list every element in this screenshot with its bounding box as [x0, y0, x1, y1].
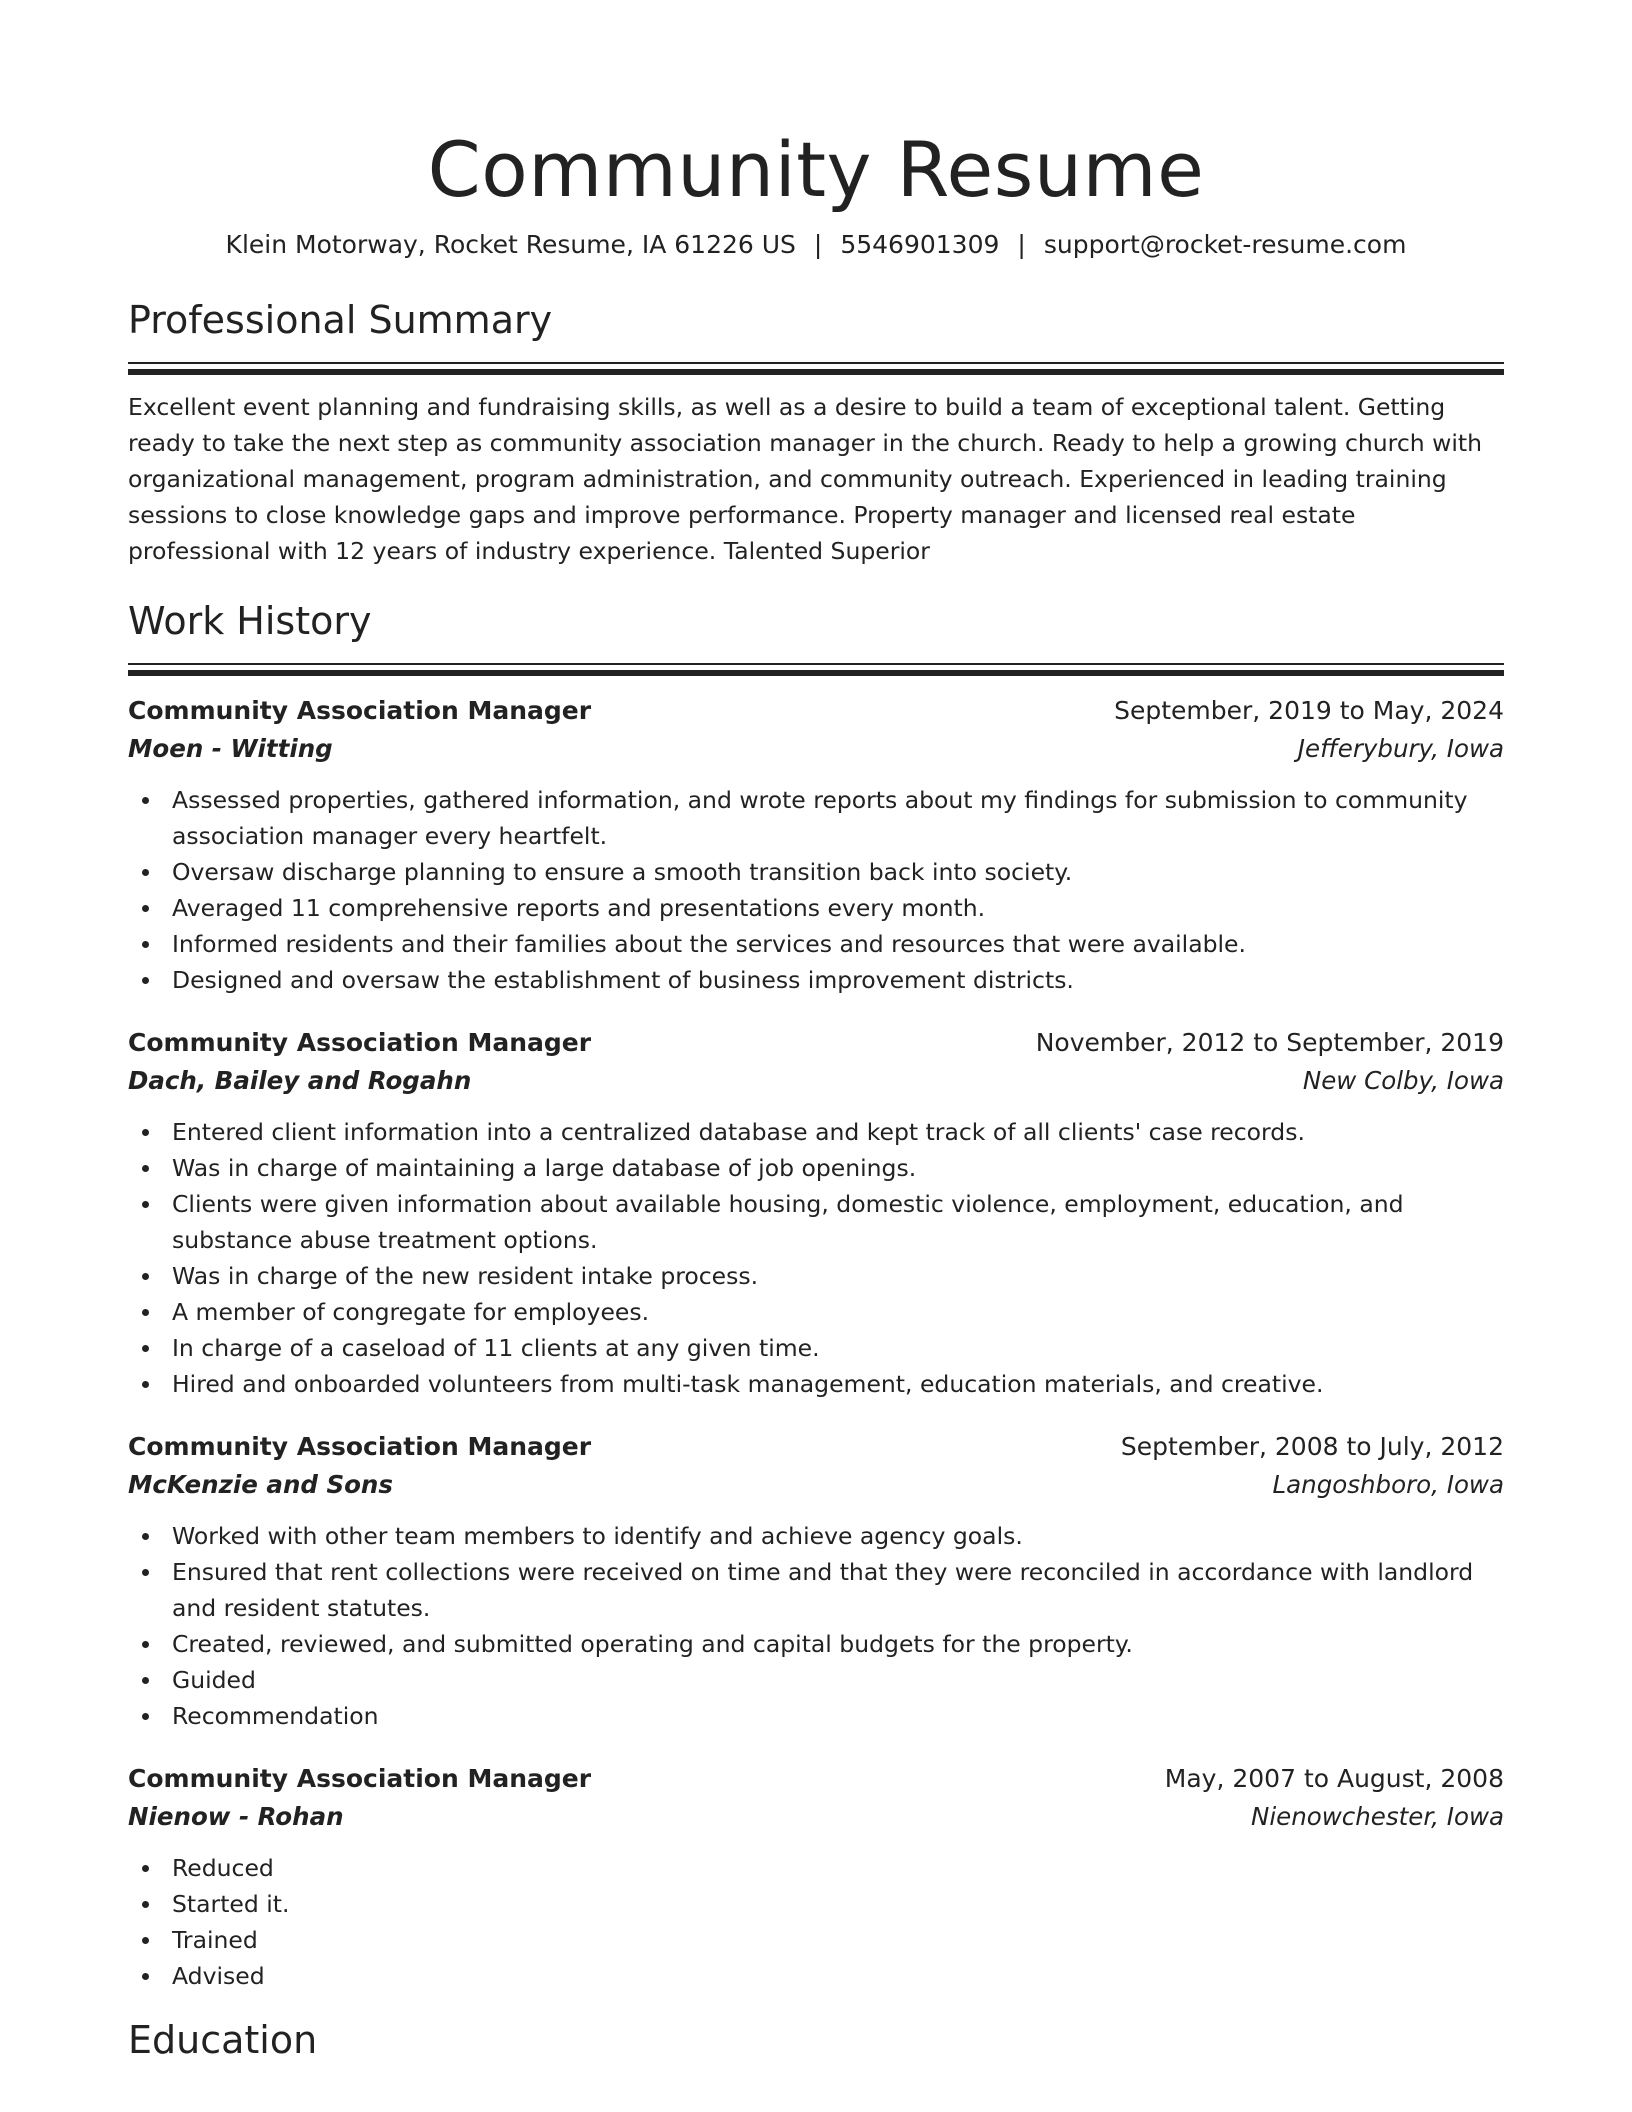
bullet-dot — [142, 1865, 149, 1872]
bullet-dot — [142, 977, 149, 984]
contact-separator: | — [1017, 230, 1026, 259]
work-history-section — [128, 597, 1504, 1994]
job-header-row — [128, 1760, 1504, 1798]
bullet-text: Trained — [172, 1926, 258, 1954]
job-title: Community Association Manager — [128, 696, 592, 725]
bullet-dot — [142, 1381, 149, 1388]
bullet-text: Informed residents and their families about the services and resources that were available. — [172, 930, 1246, 958]
job-header-row — [128, 692, 1504, 730]
bullet-text: Averaged 11 comprehensive reports and presentations every month. — [172, 894, 986, 922]
bullet-text: Started it. — [172, 1890, 290, 1918]
bullet-dot — [142, 1569, 149, 1576]
summary-text: Excellent event planning and fundraising skills, as well as a desire to build a team of exceptional talent. Getting ready to take the next step as community association manager in the church. Ready to help a growing church with organizational management, program administration, and community outreach. Experienced in leading training sessions to close knowledge gaps and improve performance. Property manager and licensed real estate professional with 12 years of industry experience. Talented Superior — [128, 393, 1482, 565]
bullet-dot — [142, 1201, 149, 1208]
job-title: Community Association Manager — [128, 1764, 592, 1793]
job-location: Nienowchester, Iowa — [1251, 1802, 1504, 1831]
bullet-text: Advised — [172, 1962, 265, 1990]
bullet-text: Hired and onboarded volunteers from multi-task management, education materials, and creative. — [172, 1370, 1324, 1398]
job-bullets — [128, 1850, 1504, 1994]
bullet-text: Reduced — [172, 1854, 274, 1882]
bullet-dot — [142, 1533, 149, 1540]
bullet-dot — [142, 1713, 149, 1720]
bullet-item — [128, 1150, 1504, 1186]
education-section — [128, 2016, 1504, 2064]
bullet-item — [128, 1330, 1504, 1366]
job-entry — [128, 1428, 1504, 1734]
resume-page — [128, 0, 1504, 2064]
bullet-dot — [142, 1677, 149, 1684]
bullet-item — [128, 1850, 1504, 1886]
bullet-dot — [142, 1937, 149, 1944]
bullet-item — [128, 962, 1504, 998]
job-entry — [128, 692, 1504, 998]
bullet-text: Worked with other team members to identify and achieve agency goals. — [172, 1522, 1023, 1550]
job-bullets — [128, 782, 1504, 998]
bullet-text: Assessed properties, gathered information, and wrote reports about my findings for submission to community association manager every heartfelt. — [172, 786, 1468, 850]
job-entry — [128, 1024, 1504, 1402]
bullet-item — [128, 1698, 1504, 1734]
bullet-text: In charge of a caseload of 11 clients at any given time. — [172, 1334, 820, 1362]
job-location: New Colby, Iowa — [1302, 1066, 1504, 1095]
job-entry — [128, 1760, 1504, 1994]
contact-address: Klein Motorway, Rocket Resume, IA 61226 US — [225, 230, 796, 259]
summary-heading: Professional Summary — [128, 298, 553, 342]
bullet-text: Oversaw discharge planning to ensure a smooth transition back into society. — [172, 858, 1073, 886]
bullet-text: Recommendation — [172, 1702, 379, 1730]
bullet-text: Was in charge of maintaining a large database of job openings. — [172, 1154, 917, 1182]
bullet-item — [128, 1258, 1504, 1294]
job-dates: September, 2008 to July, 2012 — [1120, 1432, 1504, 1461]
bullet-text: Ensured that rent collections were received on time and that they were reconciled in accordance with landlord and resident statutes. — [172, 1558, 1474, 1622]
bullet-item — [128, 1554, 1504, 1626]
resume-name: Community Resume — [427, 125, 1205, 214]
bullet-dot — [142, 1973, 149, 1980]
bullet-text: Designed and oversaw the establishment of business improvement districts. — [172, 966, 1074, 994]
job-location: Langoshboro, Iowa — [1272, 1470, 1504, 1499]
contact-phone: 5546901309 — [840, 230, 1000, 259]
bullet-text: Clients were given information about available housing, domestic violence, employment, education, and substance abuse treatment options. — [172, 1190, 1404, 1254]
bullet-dot — [142, 941, 149, 948]
bullet-text: Entered client information into a centralized database and kept track of all clients' case records. — [172, 1118, 1305, 1146]
education-heading: Education — [128, 2018, 318, 2062]
job-title: Community Association Manager — [128, 1432, 592, 1461]
bullet-item — [128, 1294, 1504, 1330]
bullet-dot — [142, 1273, 149, 1280]
bullet-dot — [142, 1129, 149, 1136]
bullet-item — [128, 854, 1504, 890]
job-dates: September, 2019 to May, 2024 — [1114, 696, 1504, 725]
job-dates: November, 2012 to September, 2019 — [1035, 1028, 1504, 1057]
bullet-dot — [142, 905, 149, 912]
bullet-item — [128, 1922, 1504, 1958]
job-company: Nienow - Rohan — [128, 1802, 344, 1831]
bullet-dot — [142, 1165, 149, 1172]
bullet-item — [128, 782, 1504, 854]
bullet-item — [128, 1366, 1504, 1402]
bullet-item — [128, 1886, 1504, 1922]
job-header-row — [128, 1428, 1504, 1466]
contact-separator: | — [813, 230, 823, 259]
bullet-item — [128, 1518, 1504, 1554]
bullet-text: Guided — [172, 1666, 256, 1694]
bullet-item — [128, 890, 1504, 926]
job-company: Moen - Witting — [128, 734, 333, 763]
bullet-item — [128, 926, 1504, 962]
bullet-dot — [142, 1309, 149, 1316]
job-company-row — [128, 1062, 1504, 1100]
job-bullets — [128, 1114, 1504, 1402]
job-company: Dach, Bailey and Rogahn — [128, 1066, 472, 1095]
bullet-dot — [142, 1345, 149, 1352]
bullet-dot — [142, 869, 149, 876]
job-title: Community Association Manager — [128, 1028, 592, 1057]
contact-email: support@rocket-resume.com — [1043, 230, 1407, 259]
bullet-text: A member of congregate for employees. — [172, 1298, 650, 1326]
bullet-item — [128, 1186, 1504, 1258]
job-bullets — [128, 1518, 1504, 1734]
job-company-row — [128, 730, 1504, 768]
bullet-item — [128, 1662, 1504, 1698]
bullet-item — [128, 1114, 1504, 1150]
section-divider — [128, 663, 1504, 676]
bullet-item — [128, 1958, 1504, 1994]
section-divider — [128, 362, 1504, 375]
bullet-text: Was in charge of the new resident intake process. — [172, 1262, 759, 1290]
summary-section — [128, 296, 1504, 569]
work-history-heading: Work History — [128, 599, 372, 643]
job-company-row — [128, 1798, 1504, 1836]
job-dates: May, 2007 to August, 2008 — [1164, 1764, 1504, 1793]
job-header-row — [128, 1024, 1504, 1062]
job-company: McKenzie and Sons — [128, 1470, 393, 1499]
bullet-dot — [142, 1901, 149, 1908]
job-company-row — [128, 1466, 1504, 1504]
bullet-item — [128, 1626, 1504, 1662]
bullet-dot — [142, 797, 149, 804]
bullet-text: Created, reviewed, and submitted operating and capital budgets for the property. — [172, 1630, 1133, 1658]
bullet-dot — [142, 1641, 149, 1648]
job-location: Jefferybury, Iowa — [1297, 734, 1504, 763]
contact-line — [128, 228, 1504, 262]
